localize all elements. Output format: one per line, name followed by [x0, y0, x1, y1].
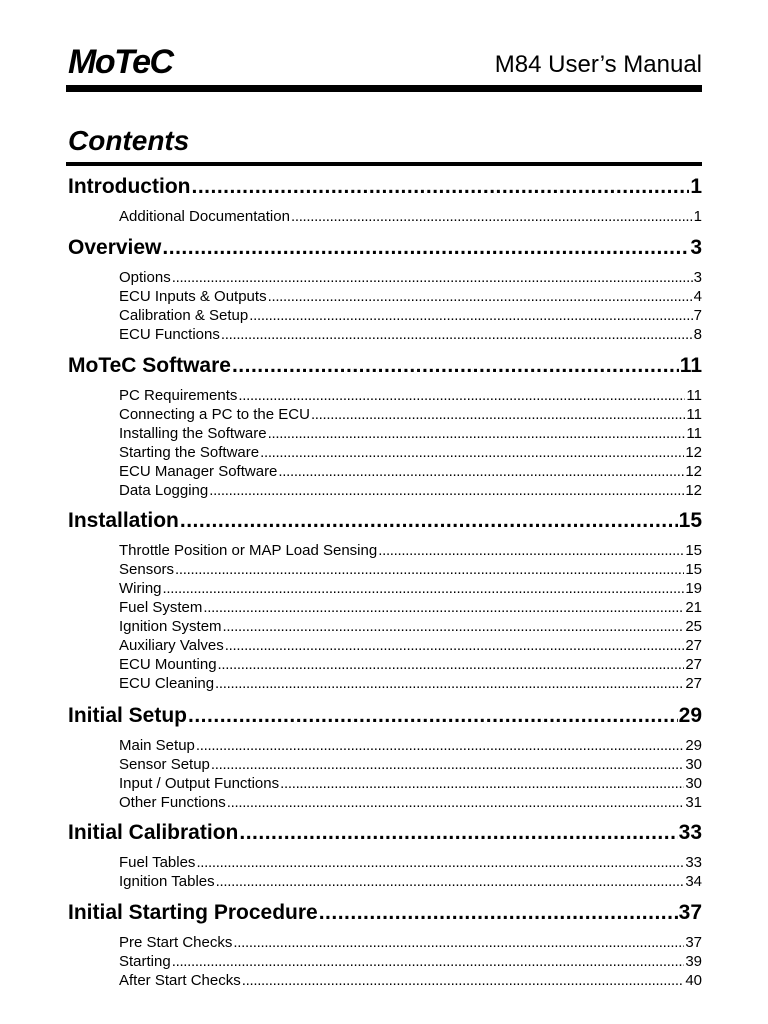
toc-entry-title: ECU Mounting [119, 656, 217, 673]
toc-entry-title: Installing the Software [119, 425, 267, 442]
leader-dots [196, 736, 684, 755]
toc-entry-page: 30 [685, 756, 702, 773]
toc-section-page: 29 [678, 704, 702, 727]
toc-entry-page: 12 [685, 463, 702, 480]
toc-entry-page: 11 [686, 425, 702, 442]
toc-section-title: MoTeC Software [68, 354, 231, 377]
toc-entry-title: PC Requirements [119, 387, 238, 404]
toc-entry-title: ECU Cleaning [119, 675, 215, 692]
toc-entry-page: 15 [685, 561, 702, 578]
toc-section-page: 3 [690, 236, 702, 259]
toc-entry-title: Pre Start Checks [119, 934, 233, 951]
toc-entry[interactable] [119, 462, 702, 481]
toc-entry[interactable] [119, 617, 702, 636]
leader-dots [260, 443, 684, 462]
toc-entry-title: Starting the Software [119, 444, 260, 461]
leader-dots [268, 424, 686, 443]
toc-entry[interactable] [119, 541, 702, 560]
toc-entry-page: 39 [685, 953, 702, 970]
toc-entry-page: 30 [685, 775, 702, 792]
toc-entry-title: Wiring [119, 580, 162, 597]
leader-dots [211, 755, 684, 774]
toc-section-page: 33 [678, 821, 702, 844]
leader-dots [291, 207, 693, 226]
toc-section-title: Initial Setup [68, 704, 188, 727]
toc-entry[interactable] [119, 579, 702, 598]
toc-entry-page: 27 [685, 675, 702, 692]
leader-dots [223, 617, 685, 636]
toc-entry[interactable] [119, 325, 702, 344]
leader-dots [311, 405, 685, 424]
toc-entry[interactable] [119, 655, 702, 674]
toc-entry[interactable] [119, 560, 702, 579]
toc-section[interactable] [68, 234, 702, 262]
leader-dots [175, 560, 684, 579]
toc-entry-page: 11 [686, 406, 702, 423]
toc-entry-page: 1 [693, 208, 702, 225]
toc-entry-page: 31 [685, 794, 702, 811]
toc-entry-page: 27 [685, 656, 702, 673]
leader-dots [162, 234, 689, 262]
toc-entry-title: Throttle Position or MAP Load Sensing [119, 542, 378, 559]
toc-entry-page: 15 [685, 542, 702, 559]
toc-entry-title: Data Logging [119, 482, 209, 499]
toc-entry[interactable] [119, 736, 702, 755]
leader-dots [225, 636, 685, 655]
toc-section-page: 1 [690, 175, 702, 198]
toc-entry[interactable] [119, 598, 702, 617]
leader-dots [221, 325, 693, 344]
toc-entry-page: 25 [685, 618, 702, 635]
toc-entry-page: 3 [693, 269, 702, 286]
toc-entry-page: 40 [685, 972, 702, 989]
toc-entry-title: Additional Documentation [119, 208, 290, 225]
toc-entry-title: Fuel Tables [119, 854, 196, 871]
toc-entry-page: 37 [685, 934, 702, 951]
leader-dots [319, 899, 678, 927]
toc-entry-page: 7 [693, 307, 702, 324]
toc-section-page: 11 [679, 354, 702, 377]
toc-entry[interactable] [119, 674, 702, 693]
toc-entry[interactable] [119, 386, 702, 405]
leader-dots [218, 655, 685, 674]
toc-entry[interactable] [119, 755, 702, 774]
toc-entry-title: Starting [119, 953, 171, 970]
leader-dots [280, 774, 684, 793]
toc-section-page: 37 [678, 901, 702, 924]
leader-dots [216, 872, 685, 891]
toc-entry[interactable] [119, 872, 702, 891]
toc-entry-title: Other Functions [119, 794, 226, 811]
leader-dots [203, 598, 684, 617]
toc-entry[interactable] [119, 853, 702, 872]
leader-dots [238, 386, 685, 405]
toc-entry-title: Main Setup [119, 737, 195, 754]
toc-entry-page: 12 [685, 444, 702, 461]
leader-dots [180, 507, 678, 535]
header-rule [66, 85, 702, 92]
toc-section[interactable] [68, 899, 702, 927]
toc-entry-page: 27 [685, 637, 702, 654]
leader-dots [196, 853, 684, 872]
toc-entry-page: 19 [685, 580, 702, 597]
toc-entry[interactable] [119, 287, 702, 306]
leader-dots [242, 971, 685, 990]
leader-dots [172, 268, 693, 287]
leader-dots [249, 306, 692, 325]
toc-entry[interactable] [119, 443, 702, 462]
leader-dots [227, 793, 685, 812]
leader-dots [209, 481, 684, 500]
contents-heading: Contents [68, 125, 190, 156]
motec-logo: MoTeC [68, 43, 173, 81]
toc-entry[interactable] [119, 933, 702, 952]
toc-entry[interactable] [119, 636, 702, 655]
toc-section[interactable] [68, 352, 702, 380]
toc-section-title: Initial Starting Procedure [68, 901, 318, 924]
toc-section[interactable] [68, 173, 702, 201]
toc-entry[interactable] [119, 971, 702, 990]
manual-title: M84 User’s Manual [494, 51, 702, 78]
toc-section-page: 15 [678, 509, 702, 532]
toc-entry-title: Fuel System [119, 599, 203, 616]
toc-entry[interactable] [119, 207, 702, 226]
toc-entry-title: Options [119, 269, 171, 286]
toc-entry-page: 21 [685, 599, 702, 616]
toc-entry[interactable] [119, 481, 702, 500]
toc-section-title: Introduction [68, 175, 191, 198]
leader-dots [233, 933, 684, 952]
toc-entry-title: ECU Manager Software [119, 463, 278, 480]
toc-section[interactable] [68, 702, 702, 730]
toc-section-title: Initial Calibration [68, 821, 239, 844]
toc-entry[interactable] [119, 424, 702, 443]
toc-entry-title: Sensors [119, 561, 175, 578]
toc-entry-title: After Start Checks [119, 972, 241, 989]
leader-dots [188, 702, 678, 730]
toc-entry-title: Sensor Setup [119, 756, 210, 773]
toc-entry-title: Auxiliary Valves [119, 637, 224, 654]
toc-entry-page: 4 [693, 288, 702, 305]
toc-entry-page: 8 [693, 326, 702, 343]
toc-entry-title: Ignition System [119, 618, 222, 635]
leader-dots [163, 579, 685, 598]
leader-dots [278, 462, 684, 481]
leader-dots [191, 173, 689, 201]
toc-entry-page: 11 [686, 387, 702, 404]
leader-dots [239, 819, 677, 847]
toc-section-title: Overview [68, 236, 162, 259]
contents-rule [66, 162, 702, 166]
leader-dots [215, 674, 684, 693]
toc-entry-title: ECU Functions [119, 326, 220, 343]
leader-dots [232, 352, 679, 380]
leader-dots [172, 952, 685, 971]
toc-entry-page: 34 [685, 873, 702, 890]
leader-dots [378, 541, 684, 560]
toc-entry[interactable] [119, 793, 702, 812]
toc-entry-page: 12 [685, 482, 702, 499]
toc-entry-page: 29 [685, 737, 702, 754]
toc-entry[interactable] [119, 774, 702, 793]
toc-section[interactable] [68, 819, 702, 847]
toc-section[interactable] [68, 507, 702, 535]
toc-entry[interactable] [119, 405, 702, 424]
toc-section-title: Installation [68, 509, 179, 532]
toc-entry-title: Calibration & Setup [119, 307, 249, 324]
toc-entry[interactable] [119, 268, 702, 287]
toc-entry[interactable] [119, 306, 702, 325]
toc-entry[interactable] [119, 952, 702, 971]
toc-entry-title: ECU Inputs & Outputs [119, 288, 267, 305]
toc-entry-title: Ignition Tables [119, 873, 215, 890]
leader-dots [268, 287, 693, 306]
toc-entry-page: 33 [685, 854, 702, 871]
toc-entry-title: Connecting a PC to the ECU [119, 406, 310, 423]
toc-entry-title: Input / Output Functions [119, 775, 280, 792]
